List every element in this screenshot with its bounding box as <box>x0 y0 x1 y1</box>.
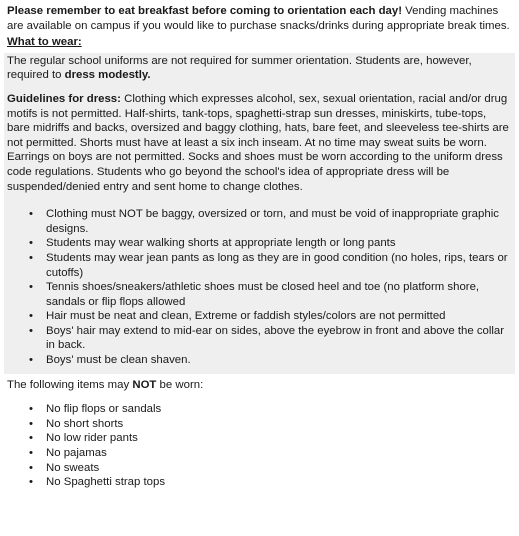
list-item <box>4 353 515 368</box>
bullet-icon: • <box>29 476 33 489</box>
list-item-text: Tennis shoes/sneakers/athletic shoes must be closed heel and toe (no platform shore, sandals or flip flops allowed <box>46 281 480 308</box>
guidelines-text: Clothing which expresses alcohol, sex, sexual orientation, racial and/or drug motifs is not permitted. Half-shirts, tank-tops, spaghetti-strap sun dresses, miniskirts, tube-tops, bare midriffs and backs, oversized and baggy clothing, hats, bare feet, and sleeveless tee-shirts are not permitted. Shorts must have at least a six inch inseam. At no time may sweat suits be worn. Earrings on boys are not permitted. Socks and shoes must be worn according to the uniform dress code regulations. Students who go beyond the school's idea of appropriate dress will be suspended/denied entry and sent home to change clothes. <box>7 92 509 193</box>
list-item-text: No Spaghetti strap tops <box>46 476 166 489</box>
not-worn-lead-bold: NOT <box>132 378 157 391</box>
list-item-text: No low rider pants <box>46 432 138 445</box>
list-item-text: Boys' must be clean shaven. <box>46 354 191 367</box>
list-item <box>4 461 515 476</box>
bullet-icon: • <box>29 324 33 337</box>
bullet-icon: • <box>29 354 33 367</box>
list-item <box>4 324 515 353</box>
breakfast-reminder <box>4 4 515 33</box>
list-item-text: No pajamas <box>46 447 107 460</box>
list-item-text: Hair must be neat and clean, Extreme or faddish styles/colors are not permitted <box>46 310 446 323</box>
dress-modestly-bold: dress modestly. <box>64 69 151 82</box>
bullet-icon: • <box>29 281 33 294</box>
bullet-icon: • <box>29 251 33 264</box>
bullet-icon: • <box>29 403 33 416</box>
not-worn-lead-after: be worn: <box>156 378 204 391</box>
list-item <box>4 280 515 309</box>
list-item-text: Students may wear walking shorts at appropriate length or long pants <box>46 237 396 250</box>
bullet-icon: • <box>29 461 33 474</box>
list-item <box>4 236 515 251</box>
bullet-icon: • <box>29 447 33 460</box>
uniform-paragraph-text: The regular school uniforms are not required for summer orientation. Students are, however, required to <box>7 54 472 82</box>
dress-rules-list <box>4 197 515 374</box>
list-item <box>4 417 515 432</box>
what-to-wear-heading: What to wear: <box>7 36 82 49</box>
list-item <box>4 309 515 324</box>
guidelines-paragraph <box>7 92 512 194</box>
bullet-icon: • <box>29 417 33 430</box>
list-item-text: No flip flops or sandals <box>46 403 162 416</box>
list-item-text: Boys' hair may extend to mid-ear on sides, above the eyebrow in front and above the collar in back. <box>46 324 505 352</box>
bullet-icon: • <box>29 432 33 445</box>
not-worn-list <box>4 392 515 496</box>
uniform-paragraph <box>7 54 512 83</box>
list-item <box>4 402 515 417</box>
not-worn-lead <box>4 374 515 393</box>
breakfast-reminder-text: Vending machines are available on campus if you would like to purchase snacks/drinks during appropriate break times. <box>7 5 510 32</box>
list-item <box>4 446 515 461</box>
list-item-text: No short shorts <box>46 417 124 430</box>
guidelines-label: Guidelines for dress: <box>7 92 121 105</box>
list-item <box>4 251 515 280</box>
list-item <box>4 431 515 446</box>
list-item <box>4 207 515 236</box>
bullet-icon: • <box>29 208 33 221</box>
list-item-text: Clothing must NOT be baggy, oversized or torn, and must be void of inappropriate graphic designs. <box>46 208 499 235</box>
list-item-text: Students may wear jean pants as long as they are in good condition (no holes, rips, tears or cutoffs) <box>46 251 508 279</box>
list-item <box>4 475 515 490</box>
breakfast-reminder-bold: Please remember to eat breakfast before coming to orientation each day! <box>7 5 402 17</box>
list-item-text: No sweats <box>46 461 100 474</box>
dress-guidelines-section <box>4 53 515 197</box>
not-worn-lead-before: The following items may <box>7 378 133 391</box>
bullet-icon: • <box>29 310 33 323</box>
bullet-icon: • <box>29 237 33 250</box>
